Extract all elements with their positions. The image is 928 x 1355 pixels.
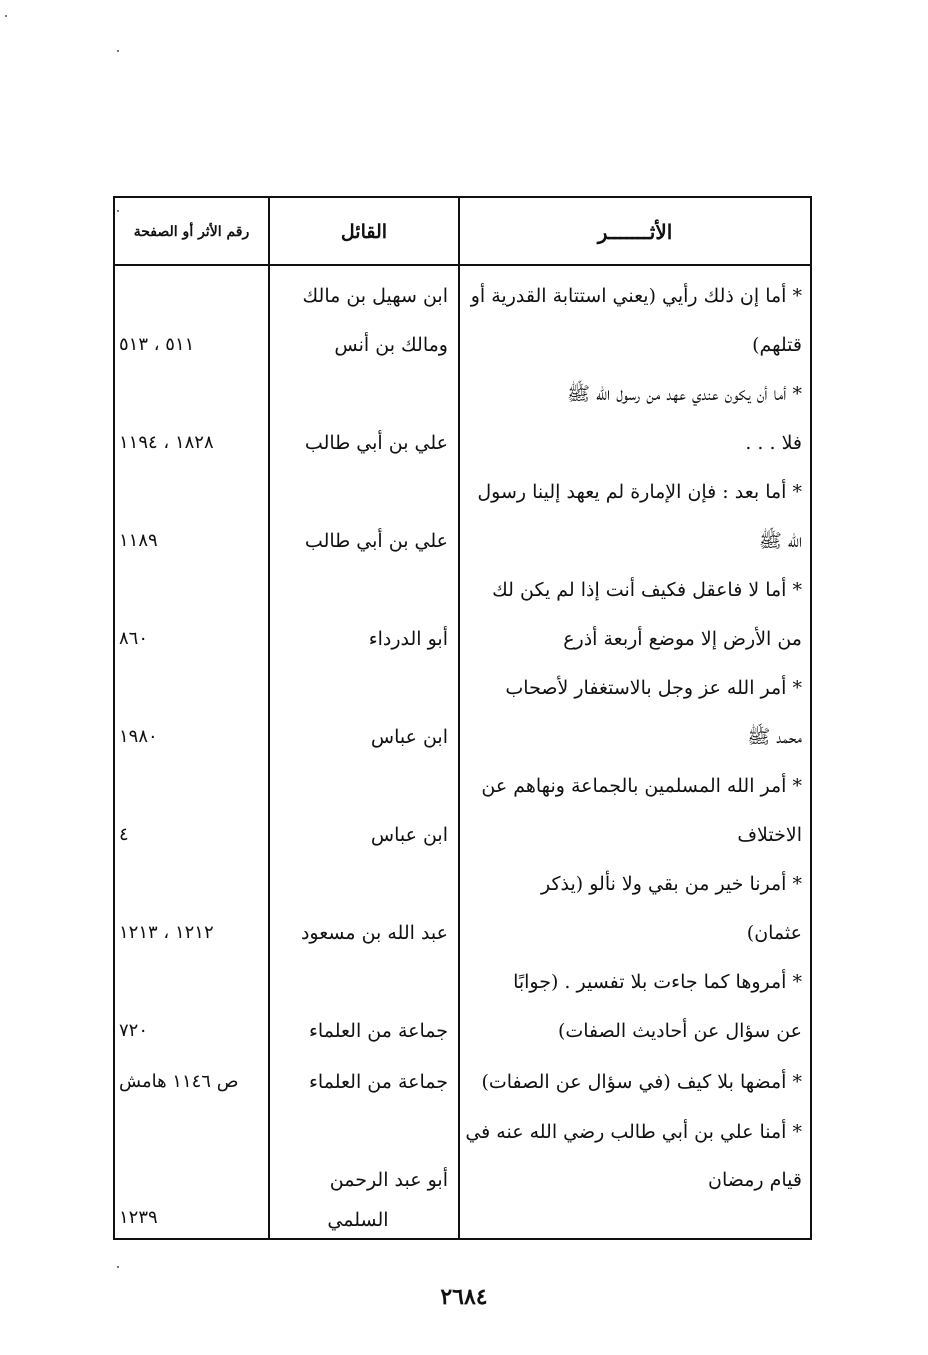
speaker-cell: أبو الدرداء [368,628,448,650]
header-divider [115,264,810,266]
reference-number-cell: ٨٦٠ [119,628,149,649]
column-divider-right-of-speaker [458,198,460,1238]
athar-line: * أمنا علي بن أبي طالب رضي الله عنه في [465,1121,802,1143]
scan-speck [117,50,119,52]
header-qail: القائل [340,221,388,243]
scan-speck [117,1266,119,1268]
reference-number-cell: ٥١١ ، ٥١٣ [119,334,195,355]
athar-line: محمد ﷺ [747,726,802,748]
speaker-cell: جماعة من العلماء [309,1020,448,1042]
speaker-cell: السلمي [327,1209,389,1231]
athar-line: الاختلاف [737,824,802,846]
athar-line: قتلهم) [752,334,802,356]
speaker-cell: علي بن أبي طالب [304,530,448,552]
reference-number-cell: ١١٨٩ [119,530,158,551]
speaker-cell: ابن سهيل بن مالك [302,285,448,307]
page-number: ٢٦٨٤ [440,1284,488,1310]
speaker-cell: جماعة من العلماء [309,1071,448,1093]
athar-line: فلا . . . [745,432,802,454]
speaker-cell: عبد الله بن مسعود [300,922,448,944]
reference-number-cell: ١٢٣٩ [119,1207,158,1228]
athar-line: * أما إن ذلك رأيي (يعني استتابة القدرية أو [470,285,802,307]
reference-number-cell: ١٨٢٨ ، ١١٩٤ [119,432,214,453]
athar-line: * أما لا فاعقل فكيف أنت إذا لم يكن لك [492,579,802,601]
athar-line: عن سؤال عن أحاديث الصفات) [557,1020,802,1042]
athar-line: * أمرنا خير من بقي ولا نألو (يذكر [540,873,802,895]
speaker-cell: ابن عباس [370,726,448,748]
athar-line: عثمان) [746,922,802,944]
speaker-cell: ومالك بن أنس [334,334,448,356]
speaker-cell: أبو عبد الرحمن [329,1169,448,1191]
athar-line: * أما أن يكون عندي عهد من رسول الله ﷺ [566,383,802,405]
speaker-cell: علي بن أبي طالب [304,432,448,454]
reference-number-cell: ١٩٨٠ [119,726,158,747]
athar-line: من الأرض إلا موضع أربعة أذرع [563,628,802,650]
athar-line: قيام رمضان [708,1169,802,1191]
header-athar: الأثـــــــر [597,220,673,244]
athar-line: * أما بعد : فإن الإمارة لم يعهد إلينا رسول [477,481,802,503]
scan-speck [5,15,7,17]
reference-number-cell: ٧٢٠ [119,1020,149,1041]
athar-line: * أمضها بلا كيف (في سؤال عن الصفات) [481,1071,802,1093]
athar-line: * أمروها كما جاءت بلا تفسير . (جوابًا [513,971,802,993]
speaker-cell: ابن عباس [370,824,448,846]
scan-speck [117,210,119,212]
index-table [113,196,812,1240]
athar-line: * أمر الله عز وجل بالاستغفار لأصحاب [505,677,802,699]
reference-number-cell: ص ١١٤٦ هامش [119,1071,239,1092]
reference-number-cell: ١٢١٢ ، ١٢١٣ [119,922,214,943]
athar-line: * أمر الله المسلمين بالجماعة ونهاهم عن [481,775,802,797]
header-raqm: رقم الأثر أو الصفحة [133,224,250,240]
reference-number-cell: ٤ [119,824,129,845]
athar-line: الله ﷺ [758,530,802,552]
